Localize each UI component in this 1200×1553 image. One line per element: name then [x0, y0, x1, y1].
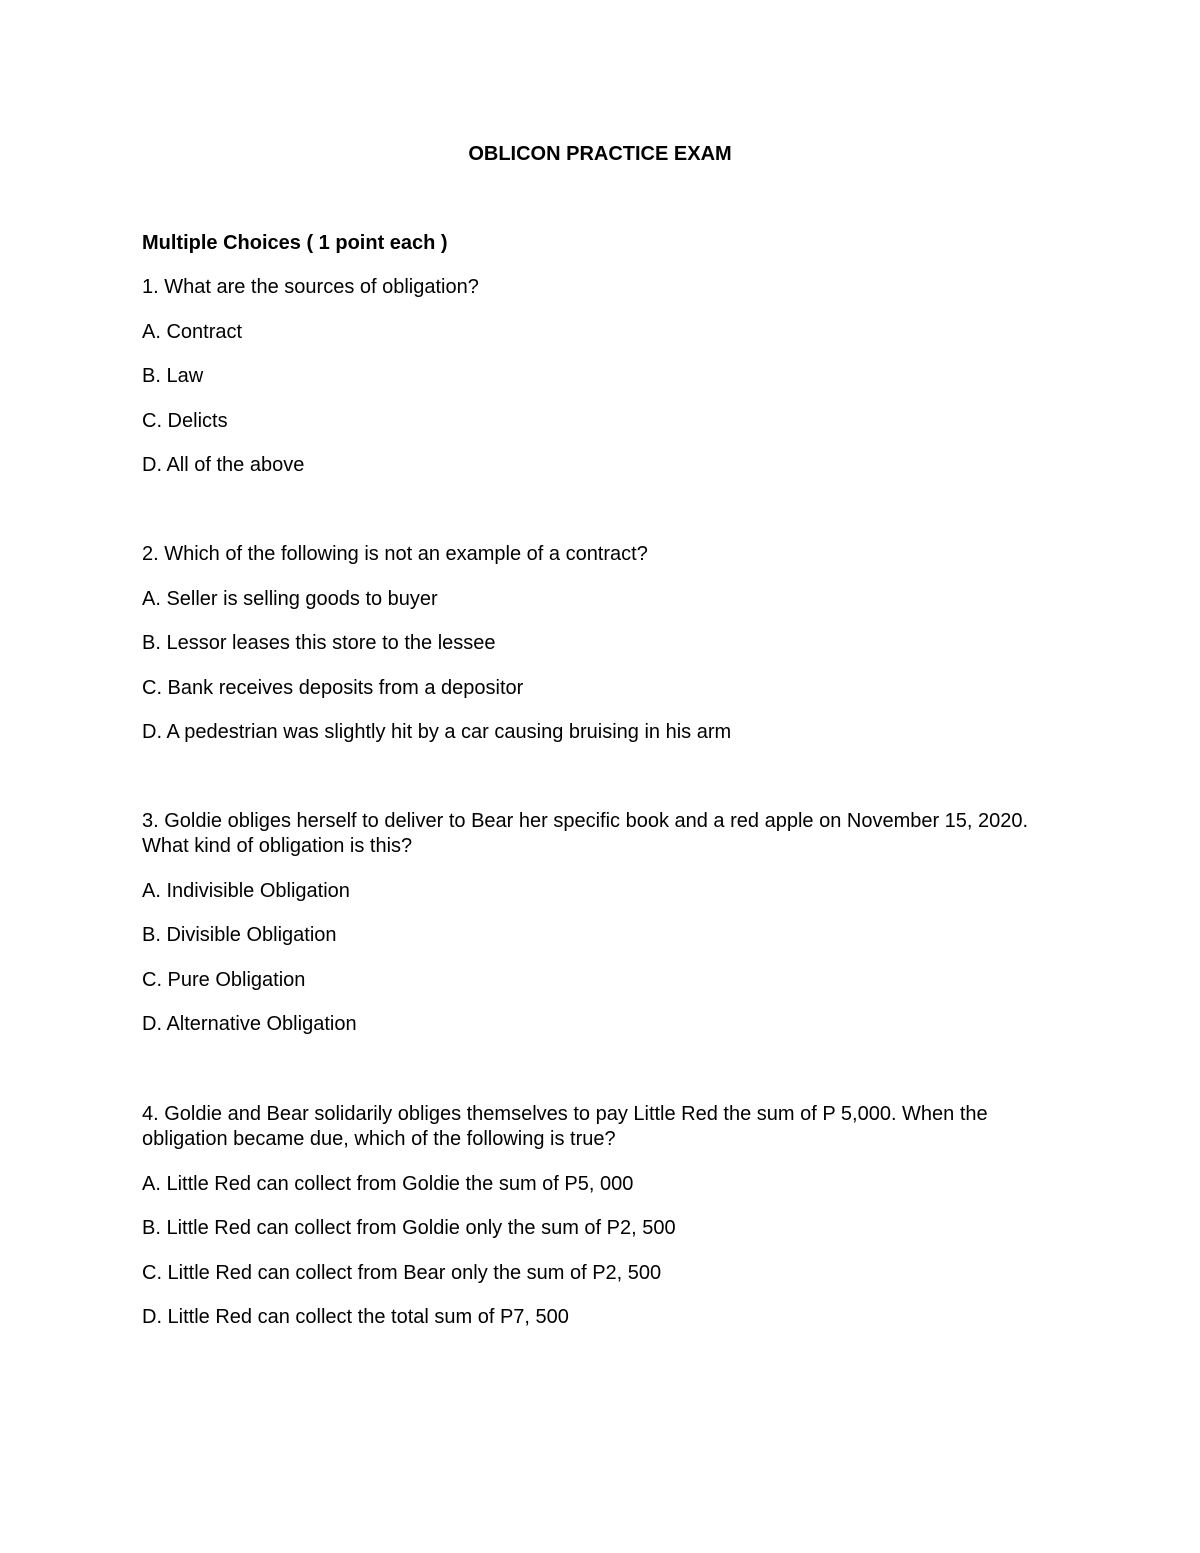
question-3: [142, 809, 1072, 1037]
option-list: [142, 586, 1072, 746]
option-c: C. Bank receives deposits from a depositor: [142, 676, 524, 699]
option-a: A. Little Red can collect from Goldie the sum of P5, 000: [142, 1172, 634, 1195]
option-b: B. Divisible Obligation: [142, 924, 337, 946]
option-b: B. Law: [142, 365, 204, 387]
option-b: B. Lessor leases this store to the lessee: [142, 632, 496, 654]
option-a: A. Indivisible Obligation: [142, 879, 350, 902]
option-list: [142, 878, 1072, 1038]
option-list: [142, 1171, 1072, 1331]
question-4: [142, 1102, 1072, 1330]
question-stem: 4. Goldie and Bear solidarily obliges themselves to pay Little Red the sum of P 5,000. When the obligation became due, which of the following is true?: [142, 1103, 988, 1150]
question-stem: 3. Goldie obliges herself to deliver to Bear her specific book and a red apple on November 15, 2020. What kind of obligation is this?: [142, 810, 1029, 857]
question-1: [142, 275, 1072, 478]
option-b: B. Little Red can collect from Goldie only the sum of P2, 500: [142, 1217, 676, 1239]
option-d: D. A pedestrian was slightly hit by a car causing bruising in his arm: [142, 721, 732, 743]
question-stem: 1. What are the sources of obligation?: [142, 276, 479, 298]
option-d: D. Alternative Obligation: [142, 1013, 357, 1035]
question-stem: 2. Which of the following is not an example of a contract?: [142, 543, 648, 565]
option-a: A. Contract: [142, 320, 243, 343]
question-2: [142, 542, 1072, 745]
option-c: C. Pure Obligation: [142, 968, 306, 991]
option-list: [142, 319, 1072, 479]
option-d: D. Little Red can collect the total sum of P7, 500: [142, 1306, 569, 1328]
option-c: C. Little Red can collect from Bear only the sum of P2, 500: [142, 1261, 662, 1284]
option-a: A. Seller is selling goods to buyer: [142, 587, 438, 610]
option-c: C. Delicts: [142, 409, 228, 432]
document-title: OBLICON PRACTICE EXAM: [468, 143, 732, 165]
section-heading: Multiple Choices ( 1 point each ): [142, 232, 448, 254]
option-d: D. All of the above: [142, 454, 305, 476]
